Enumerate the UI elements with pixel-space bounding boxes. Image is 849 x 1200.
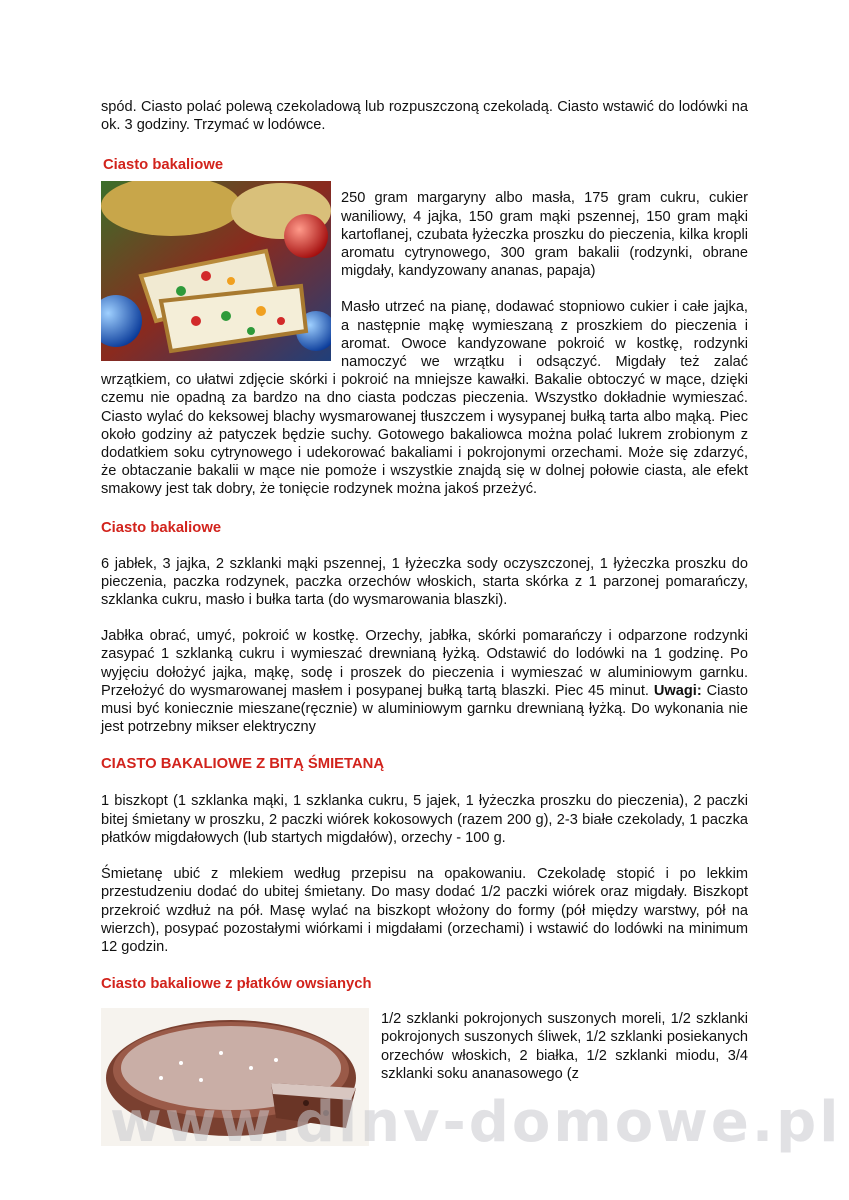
- fruitcake-photo-icon: [101, 181, 331, 361]
- intro-paragraph: spód. Ciasto polać polewą czekoladową lub rozpuszczoną czekoladą. Ciasto wstawić do lodówki na ok. 3 godziny. Trzymać w lodówce.: [101, 99, 748, 134]
- recipe3-title: CIASTO BAKALIOWE Z BITĄ ŚMIETANĄ: [101, 756, 385, 773]
- recipe2-note-label: Uwagi:: [653, 682, 702, 699]
- recipe2-method-text: Jabłka obrać, umyć, pokroić w kostkę. Orzechy, jabłka, skórki pomarańczy i odparzone rodzynki zasypać 1 szklanką cukru i wymieszać drewnianą łyżką. Odstawić do lodówki na 1 godzinę. Po wyjęciu dołożyć jajka, mąkę, sodę i proszek do pieczenia i wymieszać w aluminiowym garnku. Przełożyć do wysmarowanej masłem i posypanej bułką tartą blaszki. Piec 45 minut.: [101, 628, 748, 699]
- recipe2-ingredients: 6 jabłek, 3 jajka, 2 szklanki mąki pszennej, 1 łyżeczka sody oczyszczonej, 1 łyżeczka proszku do pieczenia, paczka rodzynek, paczka orzechów włoskich, starta skórka z 1 parzonej pomarańczy, szklanka cukru, masło i bułka tarta (do wysmarowania blaszki).: [101, 555, 748, 609]
- recipe1-method: Masło utrzeć na pianę, dodawać stopniowo cukier i całe jajka, a następnie mąkę wymieszaną z proszkiem do pieczenia i aromat. Owoce kandyzowane pokroić w kostkę, rodzynki namoczyć we wrzątku i odsączyć. Migdały też zalać wrzątkiem, co ułatwi zdjęcie skórki i pokroić na mniejsze kawałki. Bakalie obtoczyć w mące, dzięki czemu nie opadną za bardzo na dno ciasta podczas pieczenia. Wszystko dokładnie wymieszać. Ciasto wylać do keksowej blachy wysmarowanej tłuszczem i wysypanej bułką tarta albo mąką. Piec około godziny aż patyczek będzie suchy. Gotowego bakaliowca można polać lukrem zrobionym z dodatkiem soku cytrynowego i udekorować bakaliami i pokrojonymi orzechami. Może się zdarzyć, że obtaczanie bakalii w mące nie pomoże i wszystkie znajdą się w dolnej połowie ciasta, ale efekt smakowy jest tak dobry, że tonięcie rodzynek można jakoś przeżyć.: [101, 299, 748, 498]
- recipe2-title: Ciasto bakaliowe: [101, 519, 222, 536]
- recipe3-method: Śmietanę ubić z mlekiem według przepisu na opakowaniu. Czekoladę stopić i po lekkim przestudzeniu dodać do ubitej śmietany. Do masy dodać 1/2 paczki wiórek oraz migdały. Biszkopt przekroić wzdłuż na pół. Masę wylać na biszkopt włożony do formy (pół między warstwy, pół na wierzch), posypać pozostałymi wiórkami i migdałami (orzechami) i wstawić do lodówki na minimum 12 godzin.: [101, 866, 748, 955]
- document-page: [101, 98, 748, 1146]
- recipe1-title: Ciasto bakaliowe: [103, 157, 224, 174]
- recipe2-method: [101, 627, 748, 736]
- watermark-text: www.dlnv-domowe.pl: [110, 1090, 842, 1155]
- recipe1-ingredients: 250 gram margaryny albo masła, 175 gram cukru, cukier waniliowy, 4 jajka, 150 gram mąki pszennej, 150 gram mąki kartoflanej, czubata łyżeczka proszku do pieczenia, kilka kropli aromatu cytrynowego, 300 gram bakalii (rodzynki, obrane migdały, kandyzowany ananas, papaja): [341, 190, 748, 280]
- recipe4-title: Ciasto bakaliowe z płatków owsianych: [101, 976, 372, 993]
- recipe4-ingredients: 1/2 szklanki pokrojonych suszonych moreli, 1/2 szklanki pokrojonych suszonych śliwek, 1/2 szklanki posiekanych orzechów włoskich, 2 białka, 1/2 szklanki miodu, 3/4 szklanki soku ananasowego (z: [381, 1011, 748, 1082]
- recipe3-ingredients: 1 biszkopt (1 szklanka mąki, 1 szklanka cukru, 5 jajek, 1 łyżeczka proszku do pieczenia), 2 paczki bitej śmietany w proszku, 2 paczki wiórek kokosowych (razem 200 g), 2-3 białe czekolady, 1 paczka płatków migdałowych (lub startych migdałów), orzechy - 100 g.: [101, 793, 748, 846]
- recipe2-note: Ciasto musi być koniecznie mieszane(ręcznie) w aluminiowym garnku drewnianą łyżką. Do wykonania nie jest potrzebny mikser elektryczny: [101, 682, 748, 736]
